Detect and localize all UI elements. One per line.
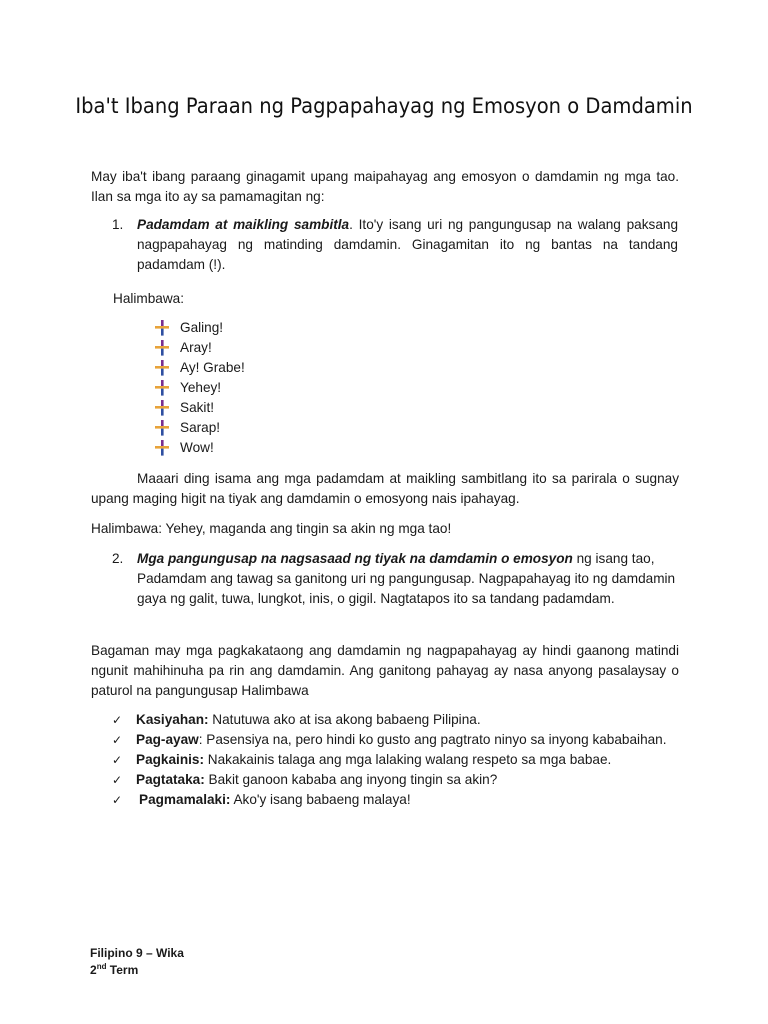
example-text: Yehey! — [180, 380, 222, 395]
example-text: Wow! — [180, 440, 214, 455]
halimbawa-2: Halimbawa: Yehey, maganda ang tingin sa akin ng mga tao! — [91, 521, 452, 536]
pushpin-bullet-icon — [155, 440, 169, 456]
list-item — [155, 378, 245, 398]
pushpin-bullet-icon — [155, 380, 169, 396]
examples-list — [155, 318, 245, 458]
footer — [90, 945, 184, 979]
list-item — [112, 790, 682, 810]
paragraph-2: Maaari ding isama ang mga padamdam at maikling sambitlang ito sa parirala o sugnay upang maging higit na tiyak ang damdamin o emosyong nais ipahayag. — [91, 471, 679, 506]
emotion-label: Pagmamalaki: — [139, 792, 231, 807]
item-1-term: Padamdam at maikling sambitla — [137, 217, 350, 232]
checkmark-icon: ✓ — [112, 753, 123, 767]
checkmark-icon: ✓ — [112, 733, 123, 747]
intro-paragraph: May iba't ibang paraang ginagamit upang maipahayag ang emosyon o damdamin ng mga tao. Ilan sa mga ito ay sa pamamagitan ng: — [91, 169, 679, 204]
list-item — [155, 398, 245, 418]
list-item — [155, 418, 245, 438]
example-text: Aray! — [180, 340, 212, 355]
emotion-text: Nakakainis talaga ang mga lalaking walang respeto sa mga babae. — [204, 752, 612, 767]
pushpin-bullet-icon — [155, 360, 169, 376]
pushpin-bullet-icon — [155, 400, 169, 416]
list-item — [112, 730, 682, 750]
item-1 — [137, 215, 678, 275]
halimbawa-label: Halimbawa: — [113, 291, 185, 306]
emotion-text: : Pasensiya na, pero hindi ko gusto ang pagtrato ninyo sa inyong kababaihan. — [198, 732, 667, 747]
emotion-text: Bakit ganoon kababa ang inyong tingin sa akin? — [204, 772, 498, 787]
checkmark-icon: ✓ — [112, 713, 123, 727]
checkmark-icon: ✓ — [112, 793, 123, 807]
term-number: 2 — [90, 963, 97, 977]
bagaman-paragraph: Bagaman may mga pagkakataong ang damdamin ng nagpapahayag ay hindi gaanong matindi ngunit mahihinuha pa rin ang damdamin. Ang ganitong pahayag ay nasa anyong pasalaysay o paturol na pangungusap Halimbawa — [91, 643, 679, 698]
list-item — [155, 338, 245, 358]
emotion-label: Pag-ayaw — [136, 732, 199, 747]
list-item — [112, 710, 682, 730]
term-suffix: nd — [96, 962, 107, 971]
item-1-text: . Ito'y isang uri ng pangungusap na walang paksang nagpapahayag ng matinding damdamin. Ginagamitan ito ng bantas na tandang padamdam (!). — [137, 217, 678, 272]
page-title: Iba't Ibang Paraan ng Pagpapahayag ng Emosyon o Damdamin — [75, 94, 693, 118]
emotion-label: Pagtataka: — [136, 772, 205, 787]
emotion-label: Kasiyahan: — [136, 712, 209, 727]
pushpin-bullet-icon — [155, 340, 169, 356]
list-item — [155, 438, 245, 458]
item-1-number: 1. — [112, 217, 124, 232]
list-item — [155, 358, 245, 378]
list-item — [112, 750, 682, 770]
list-item — [112, 770, 682, 790]
example-text: Sarap! — [180, 420, 221, 435]
item-2-number: 2. — [112, 551, 124, 566]
example-text: Galing! — [180, 320, 224, 335]
pushpin-bullet-icon — [155, 420, 169, 436]
emotion-label: Pagkainis: — [136, 752, 204, 767]
footer-subject: Filipino 9 – Wika — [90, 946, 184, 960]
emotion-text: Ako'y isang babaeng malaya! — [230, 792, 411, 807]
item-2 — [137, 549, 678, 609]
item-2-text: ng isang tao, Padamdam ang tawag sa ganitong uri ng pangungusap. Nagpapahayag ito ng damdamin gaya ng galit, tuwa, lungkot, inis, o gigil. Nagtatapos ito sa tandang padamdam. — [137, 551, 676, 606]
example-text: Sakit! — [180, 400, 214, 415]
footer-term — [90, 962, 184, 979]
emotion-examples-list — [112, 710, 682, 810]
item-2-term: Mga pangungusap na nagsasaad ng tiyak na damdamin o emosyon — [137, 551, 573, 566]
list-item — [155, 318, 245, 338]
example-text: Ay! Grabe! — [180, 360, 245, 375]
checkmark-icon: ✓ — [112, 773, 123, 787]
pushpin-bullet-icon — [155, 320, 169, 336]
emotion-text: Natutuwa ako at isa akong babaeng Pilipina. — [208, 712, 481, 727]
term-word: Term — [106, 963, 139, 977]
